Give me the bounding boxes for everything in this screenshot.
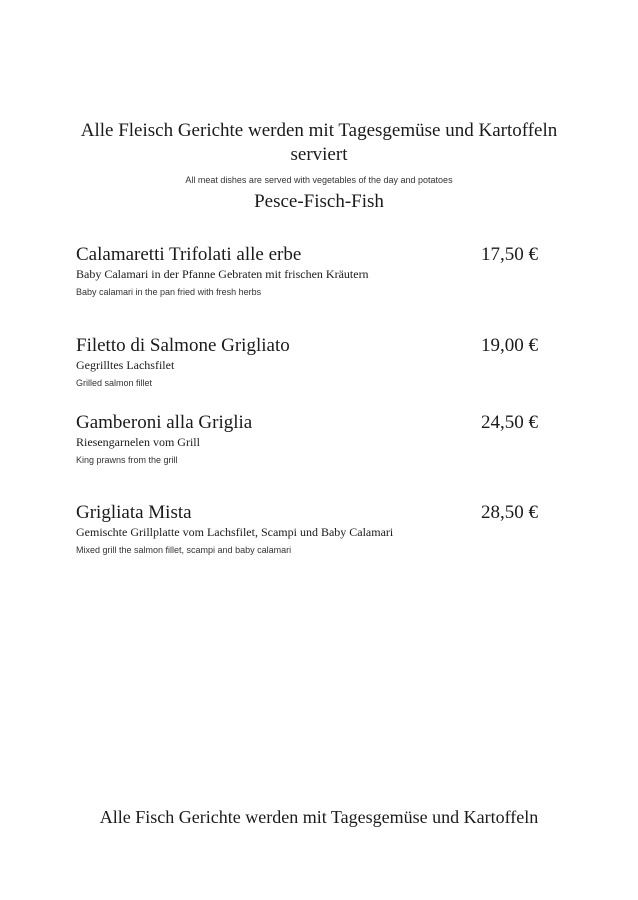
dish-name: Grigliata Mista [76,502,192,523]
meat-dishes-note-english: All meat dishes are served with vegetables of the day and potatoes [185,175,453,185]
section-title: Pesce-Fisch-Fish [254,191,384,212]
dish-price: 28,50 € [481,502,538,523]
dish-description-german: Gegrilltes Lachsfilet [76,358,175,372]
dish-name: Filetto di Salmone Grigliato [76,335,290,356]
dish-description-german: Gemischte Grillplatte vom Lachsfilet, Scampi und Baby Calamari [76,525,394,539]
dish-description-english: Mixed grill the salmon fillet, scampi and baby calamari [76,545,292,555]
dish-description-german: Baby Calamari in der Pfanne Gebraten mit frischen Kräutern [76,267,369,281]
meat-dishes-note: Alle Fleisch Gerichte werden mit Tagesgemüse und Kartoffeln serviert [80,120,558,165]
menu-item [76,335,538,389]
dish-description-english: King prawns from the grill [76,455,178,465]
dish-price: 24,50 € [481,412,538,433]
dish-price: 17,50 € [481,244,538,265]
dish-name: Gamberoni alla Griglia [76,412,253,433]
menu-header [0,119,638,214]
dish-description-english: Baby calamari in the pan fried with fresh herbs [76,287,262,297]
dish-description-german: Riesengarnelen vom Grill [76,435,200,449]
dish-description-english: Grilled salmon fillet [76,378,153,388]
dish-price: 19,00 € [481,335,538,356]
menu-item [76,412,538,466]
fish-dishes-note: Alle Fisch Gerichte werden mit Tagesgemüse und Kartoffeln [99,807,539,827]
menu-item [76,244,538,298]
dish-name: Calamaretti Trifolati alle erbe [76,244,302,265]
menu-item [76,502,538,556]
